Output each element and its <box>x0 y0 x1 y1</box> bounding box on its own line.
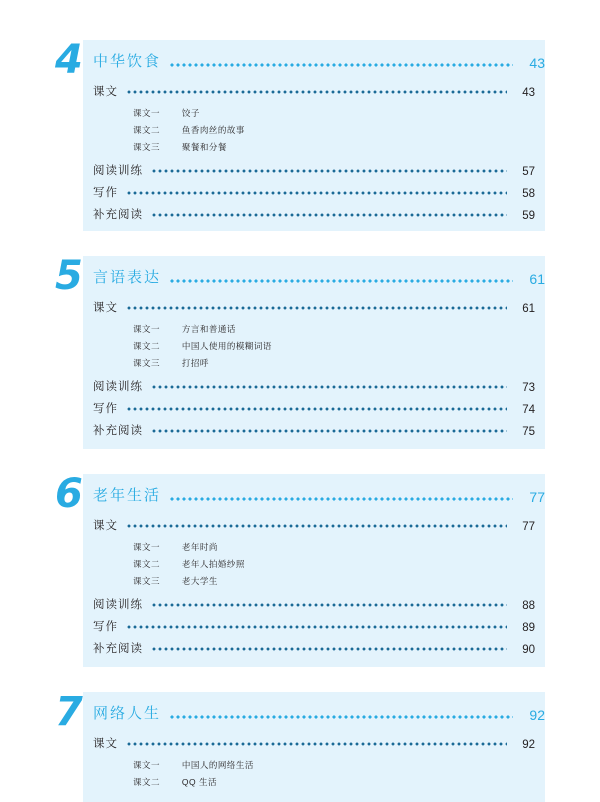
lesson-list <box>93 536 535 593</box>
lesson-list <box>93 318 535 375</box>
leader-dots <box>126 742 507 746</box>
section-row[interactable] <box>93 732 535 754</box>
section-page-number: 59 <box>522 210 535 222</box>
lesson-label: 课文二 <box>133 340 161 351</box>
leader-dots <box>126 625 507 629</box>
chapter-body <box>83 508 545 667</box>
section-page-number: 90 <box>522 644 535 656</box>
lesson-label: 课文一 <box>133 541 161 552</box>
chapter-title: 老年生活 <box>93 487 162 504</box>
chapter-body <box>83 290 545 449</box>
leader-dots <box>151 603 507 607</box>
section-label: 写作 <box>93 403 118 415</box>
lesson-item[interactable] <box>93 104 535 121</box>
section-page-number: 57 <box>522 166 535 178</box>
lesson-item[interactable] <box>93 320 535 337</box>
section-row[interactable] <box>93 375 535 397</box>
chapter-6 <box>55 471 545 667</box>
section-page-number: 58 <box>522 188 535 200</box>
chapter-page-number: 43 <box>529 55 545 71</box>
section-row[interactable] <box>93 514 535 536</box>
lesson-title: 老大学生 <box>181 575 218 586</box>
section-label: 课文 <box>93 302 118 314</box>
section-label: 课文 <box>93 86 118 98</box>
section-page-number: 92 <box>522 739 535 751</box>
lesson-title: 方言和普通话 <box>181 323 236 334</box>
section-row[interactable] <box>93 615 535 637</box>
lesson-item[interactable] <box>93 756 535 773</box>
chapter-header[interactable] <box>83 692 545 726</box>
chapter-page-number: 61 <box>529 271 545 287</box>
chapter-number: 5 <box>55 253 83 299</box>
leader-dots <box>169 63 513 67</box>
leader-dots <box>169 497 513 501</box>
section-page-number: 43 <box>522 87 535 99</box>
leader-dots <box>169 279 513 283</box>
lesson-title: 中国人的网络生活 <box>181 759 254 770</box>
chapter-title: 言语表达 <box>93 269 162 286</box>
section-label: 写作 <box>93 621 118 633</box>
lesson-item[interactable] <box>93 572 535 589</box>
chapter-number: 6 <box>55 471 83 517</box>
chapter-page-number: 77 <box>529 489 545 505</box>
chapter-number: 7 <box>55 689 83 735</box>
section-label: 课文 <box>93 520 118 532</box>
section-page-number: 89 <box>522 622 535 634</box>
lesson-label: 课文三 <box>133 357 161 368</box>
chapter-number: 4 <box>55 37 83 83</box>
section-row[interactable] <box>93 159 535 181</box>
section-label: 补充阅读 <box>93 209 143 221</box>
chapter-page-number: 92 <box>529 707 545 723</box>
lesson-label: 课文二 <box>133 124 161 135</box>
lesson-list <box>93 754 535 794</box>
leader-dots <box>169 715 513 719</box>
lesson-title: QQ 生活 <box>181 776 217 787</box>
lesson-label: 课文一 <box>133 323 161 334</box>
chapter-header[interactable] <box>83 474 545 508</box>
lesson-title: 中国人使用的模糊词语 <box>181 340 272 351</box>
chapter-4 <box>55 37 545 231</box>
lesson-item[interactable] <box>93 538 535 555</box>
lesson-title: 老年人拍婚纱照 <box>181 558 245 569</box>
section-label: 课文 <box>93 738 118 750</box>
leader-dots <box>126 306 507 310</box>
section-page-number: 73 <box>522 382 535 394</box>
chapter-7 <box>55 689 545 802</box>
section-row[interactable] <box>93 637 535 659</box>
leader-dots <box>126 524 507 528</box>
lesson-item[interactable] <box>93 337 535 354</box>
lesson-label: 课文三 <box>133 575 161 586</box>
chapter-body <box>83 726 545 802</box>
section-row[interactable] <box>93 296 535 318</box>
lesson-list <box>93 102 535 159</box>
lesson-item[interactable] <box>93 138 535 155</box>
leader-dots <box>151 647 507 651</box>
leader-dots <box>126 90 507 94</box>
chapter-title: 中华饮食 <box>93 53 162 70</box>
lesson-item[interactable] <box>93 555 535 572</box>
section-label: 阅读训练 <box>93 599 143 611</box>
section-row[interactable] <box>93 419 535 441</box>
section-row[interactable] <box>93 80 535 102</box>
lesson-label: 课文二 <box>133 558 161 569</box>
section-label: 阅读训练 <box>93 165 143 177</box>
section-page-number: 61 <box>522 303 535 315</box>
lesson-label: 课文三 <box>133 141 161 152</box>
section-page-number: 74 <box>522 404 535 416</box>
lesson-title: 鱼香肉丝的故事 <box>181 124 245 135</box>
leader-dots <box>151 429 507 433</box>
lesson-item[interactable] <box>93 121 535 138</box>
lesson-item[interactable] <box>93 354 535 371</box>
section-page-number: 88 <box>522 600 535 612</box>
section-label: 补充阅读 <box>93 425 143 437</box>
lesson-label: 课文一 <box>133 107 161 118</box>
section-page-number: 75 <box>522 426 535 438</box>
chapter-body <box>83 74 545 231</box>
section-row[interactable] <box>93 181 535 203</box>
chapter-title: 网络人生 <box>93 705 162 722</box>
leader-dots <box>151 385 507 389</box>
lesson-title: 老年时尚 <box>181 541 218 552</box>
lesson-label: 课文二 <box>133 776 161 787</box>
chapter-header[interactable] <box>83 256 545 290</box>
section-row[interactable] <box>93 397 535 419</box>
section-label: 补充阅读 <box>93 643 143 655</box>
leader-dots <box>126 191 507 195</box>
section-label: 写作 <box>93 187 118 199</box>
leader-dots <box>151 169 507 173</box>
lesson-label: 课文一 <box>133 759 161 770</box>
lesson-title: 饺子 <box>181 107 200 118</box>
section-row[interactable] <box>93 203 535 225</box>
chapter-header[interactable] <box>83 40 545 74</box>
section-row[interactable] <box>93 593 535 615</box>
lesson-title: 打招呼 <box>181 357 209 368</box>
section-page-number: 77 <box>522 521 535 533</box>
section-label: 阅读训练 <box>93 381 143 393</box>
lesson-title: 聚餐和分餐 <box>181 141 227 152</box>
leader-dots <box>126 407 507 411</box>
chapter-5 <box>55 253 545 449</box>
leader-dots <box>151 213 507 217</box>
